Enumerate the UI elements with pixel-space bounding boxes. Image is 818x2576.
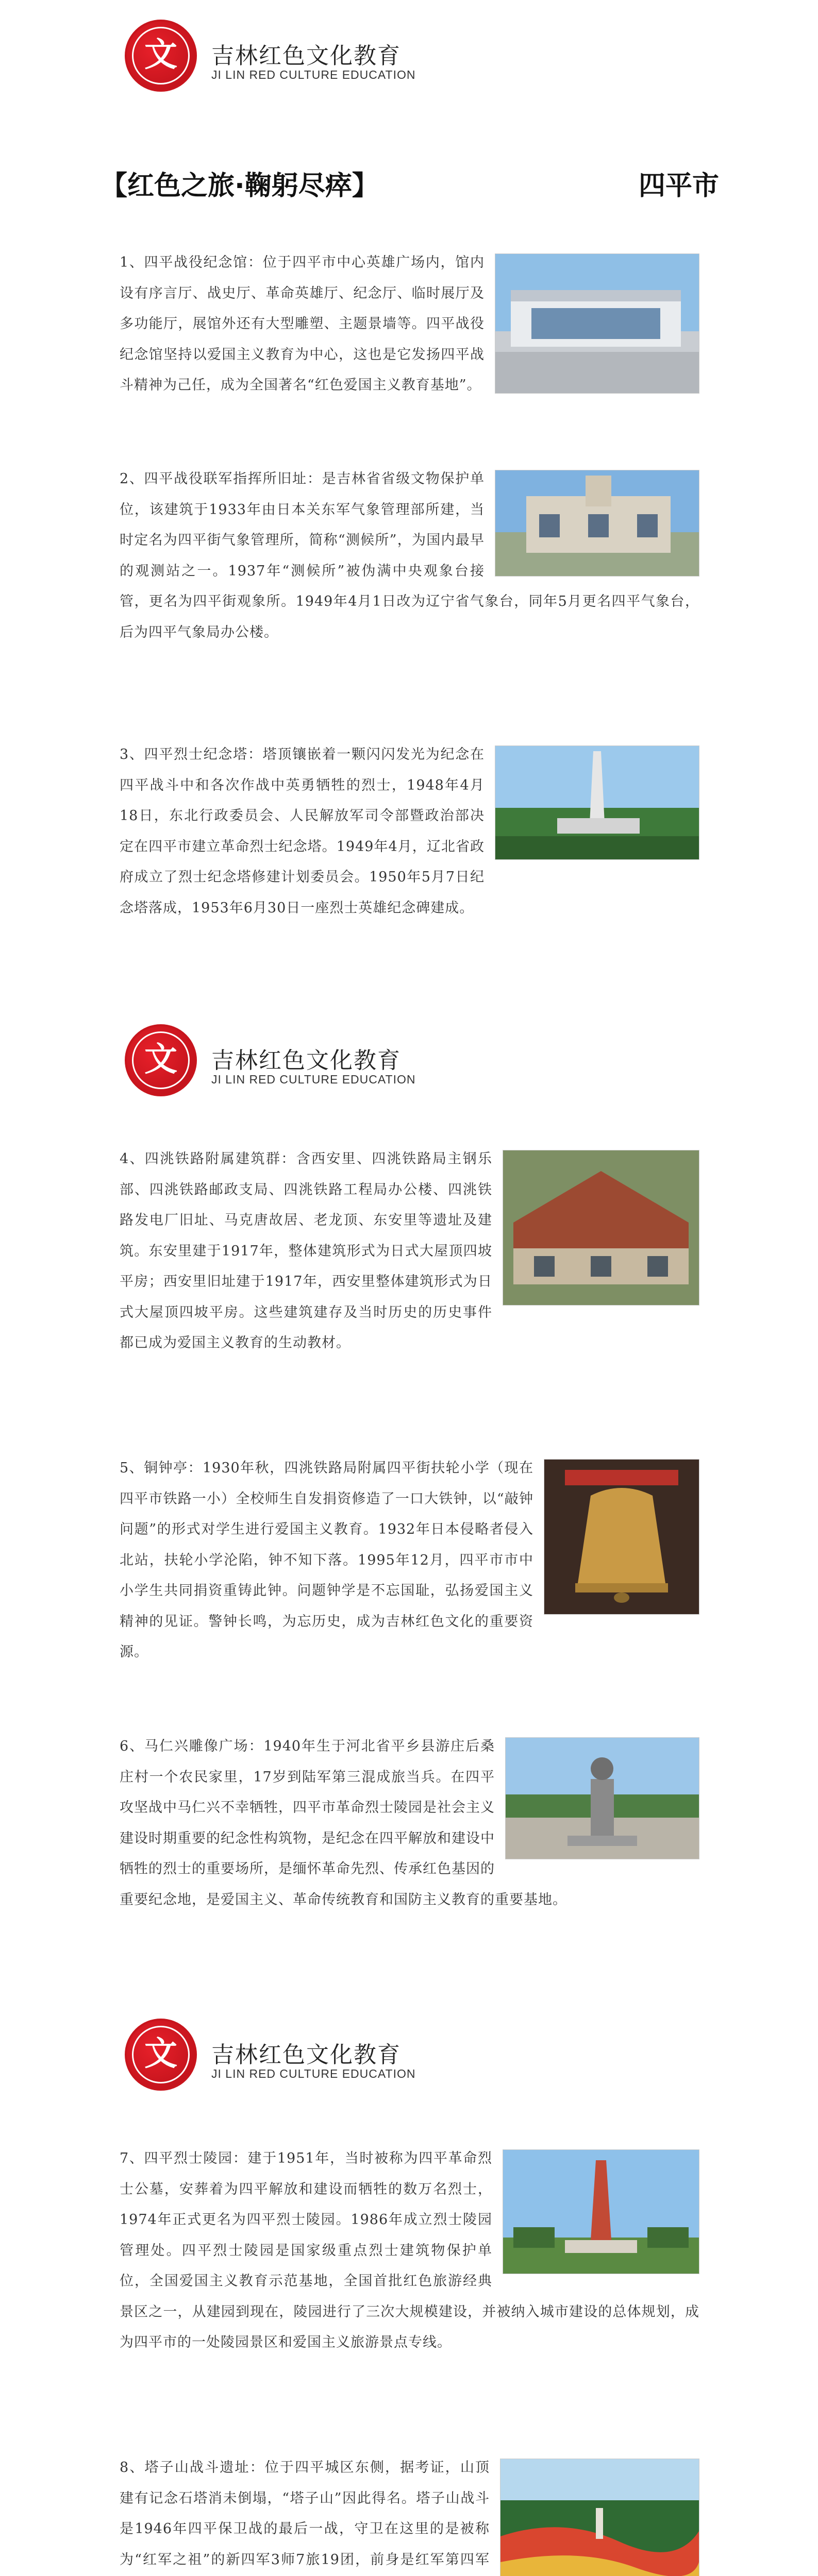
entry-5 (120, 1453, 699, 1668)
brand-name-cn: 吉林红色文化教育 (211, 1047, 401, 1074)
brand-name-en: JI LIN RED CULTURE EDUCATION (211, 68, 416, 81)
entry-1 (120, 247, 699, 401)
entry-text: 8、塔子山战斗遗址：位于四平城区东侧，据考证，山顶建有记念石塔消未倒塌，“塔子山”因此得名。塔子山战斗是1946年四平保卫战的最后一战，守卫在这里的是被称为“红军之祖”的新四军3师7旅19团，前身是红军第四军 (120, 2460, 490, 2568)
city-label: 四平市 (638, 171, 719, 201)
brand-header (0, 0, 818, 108)
brand-name-en: JI LIN RED CULTURE EDUCATION (211, 2067, 416, 2080)
entry-text: 2、四平战役联军指挥所旧址：是吉林省省级文物保护单位，该建筑于1933年由日本关东军气象管理部所建，当时定名为四平街气象管理所，简称“测候所”，为国内最早的观测站之一。1937年“测候所”被伪满中央观象台接管，更名为四平街观象所。1949年4月1日改为辽宁省气象台，同年5月更名四平气象台，后为四平气象局办公楼。 (120, 471, 699, 640)
entry-6 (120, 1731, 699, 1915)
logo-glyph: 文 (144, 36, 177, 74)
martyrs-tower-photo (495, 745, 699, 860)
entry-2 (120, 464, 699, 648)
entry-3 (120, 739, 699, 923)
bronze-bell-photo (544, 1459, 699, 1615)
entry-text: 3、四平烈士纪念塔：塔顶镶嵌着一颗闪闪发光为纪念在四平战斗中和各次作战中英勇牺牲的烈士，1948年4月18日，东北行政委员会、人民解放军司令部暨政治部决定在四平市建立革命烈士纪念塔。1949年4月，辽北省政府成立了烈士纪念塔修建计划委员会。1950年5月7日纪念塔落成，1953年6月30日一座烈士英雄纪念碑建成。 (120, 747, 485, 916)
brand-logo (125, 2019, 197, 2091)
logo-glyph: 文 (144, 1041, 177, 1079)
brand-name-cn: 吉林红色文化教育 (211, 43, 401, 69)
entry-text: 5、铜钟亭：1930年秋，四洮铁路局附属四平街扶轮小学（现在四平市铁路一小）全校师生自发捐资修造了一口大铁钟，以“敲钟问题”的形式对学生进行爱国主义教育。1932年日本侵略者侵入北站，扶轮小学沦陷，钟不知下落。1995年12月，四平市市中小学生共同捐资重铸此钟。问题钟学是不忘国耻，弘扬爱国主义精神的见证。警钟长鸣，为忘历史，成为吉林红色文化的重要资源。 (120, 1460, 533, 1660)
brand-name-cn: 吉林红色文化教育 (211, 2042, 401, 2068)
brand-name-en: JI LIN RED CULTURE EDUCATION (211, 1073, 416, 1086)
entry-8 (120, 2452, 699, 2576)
brand-header (0, 1005, 818, 1113)
entry-text: 6、马仁兴雕像广场：1940年生于河北省平乡县游庄后桑庄村一个农民家里，17岁到陆军第三混成旅当兵。在四平攻坚战中马仁兴不幸牺牲，四平市革命烈士陵园是社会主义建设时期重要的纪念性构筑物，是纪念在四平解放和建设中牺牲的烈士的重要场所，是缅怀革命先烈、传承红色基因的重要纪念地，是爱国主义、革命传统教育和国防主义教育的重要基地。 (120, 1738, 567, 1908)
memorial-hall-photo (495, 253, 699, 394)
brand-logo (125, 20, 197, 92)
statue-square-photo (505, 1737, 699, 1859)
entry-4 (120, 1144, 699, 1359)
command-post-photo (495, 470, 699, 577)
logo-glyph: 文 (144, 2035, 177, 2073)
page-title: 【红色之旅·鞠躬尽瘁】 (101, 171, 379, 201)
martyrs-cemetery-photo (503, 2149, 699, 2274)
brand-header (0, 1999, 818, 2107)
entry-text: 1、四平战役纪念馆：位于四平市中心英雄广场内，馆内设有序言厅、战史厅、革命英雄厅、纪念厅、临时展厅及多功能厅，展馆外还有大型雕塑、主题景墙等。四平战役纪念馆坚持以爱国主义教育为中心，这也是它发扬四平战斗精神为己任，成为全国著名“红色爱国主义教育基地”。 (120, 255, 485, 393)
brand-logo (125, 1024, 197, 1096)
entry-text: 7、四平烈士陵园：建于1951年，当时被称为四平革命烈士公墓，安葬着为四平解放和建设而牺牲的数万名烈士，1974年正式更名为四平烈士陵园。1986年成立烈士陵园管理处。四平烈士陵园是国家级重点烈士建筑物保护单位，全国爱国主义教育示范基地，全国首批红色旅游经典景区之一，从建园到现在，陵园进行了三次大规模建设，并被纳入城市建设的总体规划，成为四平市的一处陵园景区和爱国主义旅游景点专线。 (120, 2150, 699, 2350)
page-title-bar (101, 164, 719, 200)
railway-buildings-photo (503, 1150, 699, 1306)
entry-7 (120, 2143, 699, 2358)
entry-text: 4、四洮铁路附属建筑群：含西安里、四洮铁路局主钢乐部、四洮铁路邮政支局、四洮铁路工程局办公楼、四洮铁路发电厂旧址、马克唐故居、老龙顶、东安里等遗址及建筑。东安里建于1917年，整体建筑形式为日式大屋顶四坡平房；西安里旧址建于1917年，西安里整体建筑形式为日式大屋顶四坡平房。这些建筑建存及当时历史的历史事件都已成为爱国主义教育的生动教材。 (120, 1151, 492, 1351)
tazishan-battlefield-photo (500, 2459, 699, 2576)
